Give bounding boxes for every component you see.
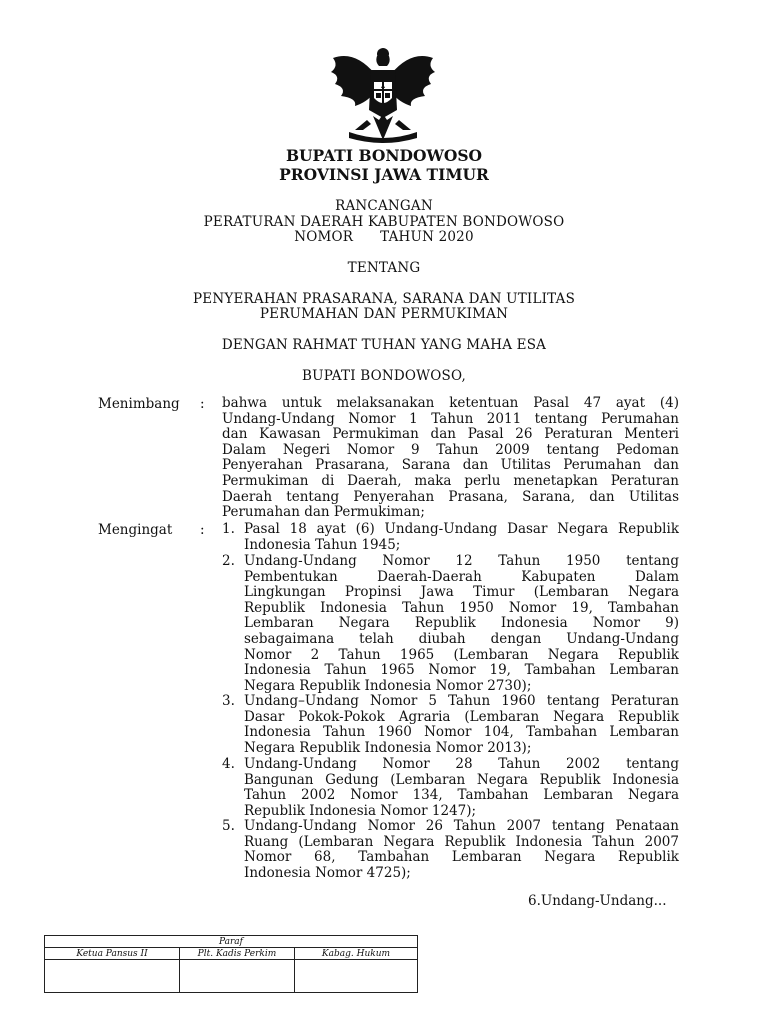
paraf-table — [44, 935, 418, 993]
text-line: Pasal 18 ayat (6) Undang-Undang Dasar Negara Republik — [244, 522, 679, 537]
text-line: Undang-Undang Nomor 12 Tahun 1950 tentang — [244, 554, 679, 569]
regent-heading: BUPATI BONDOWOSO — [285, 146, 483, 165]
text-line: Bangunan Gedung (Lembaran Negara Republik Indonesia — [244, 772, 679, 788]
about-label: TENTANG — [347, 260, 421, 276]
paraf-column-kabag-hukum: Kabag. Hukum — [295, 948, 418, 960]
text-line: sebagaimana telah diubah dengan Undang-Undang — [244, 631, 679, 647]
list-item-number: 3. — [222, 693, 235, 709]
text-line: Indonesia Nomor 4725); — [244, 865, 411, 881]
text-line: Negara Republik Indonesia Nomor 2730); — [244, 678, 532, 694]
menimbang-label: Menimbang — [98, 396, 180, 412]
garuda-pancasila-emblem-icon — [325, 44, 441, 146]
text-line: Republik Indonesia Tahun 1950 Nomor 19, Tambahan — [244, 600, 679, 616]
text-line: Ruang (Lembaran Negara Republik Indonesia Tahun 2007 — [244, 834, 679, 850]
text-line: Undang–Undang Nomor 5 Tahun 1960 tentang Peraturan — [244, 694, 679, 709]
list-item-number: 5. — [222, 818, 235, 834]
text-line: Undang-Undang Nomor 28 Tahun 2002 tentang — [244, 757, 679, 772]
page-continuation: 6.Undang-Undang... — [528, 893, 667, 909]
regulation-number: NOMOR TAHUN 2020 — [294, 229, 474, 245]
list-item-number: 2. — [222, 553, 235, 569]
text-line: Tahun 2002 Nomor 134, Tambahan Lembaran Negara — [244, 788, 679, 804]
blessing-text: DENGAN RAHMAT TUHAN YANG MAHA ESA — [221, 337, 547, 353]
text-line: Nomor 2 Tahun 1965 (Lembaran Negara Republik — [244, 647, 679, 663]
text-line: Lembaran Negara Republik Indonesia Nomor 9) — [244, 616, 679, 632]
province-heading: PROVINSI JAWA TIMUR — [279, 165, 489, 184]
text-line: Pembentukan Daerah-Daerah Kabupaten Dalam — [244, 569, 679, 585]
text-line: Dalam Negeri Nomor 9 Tahun 2009 tentang Pedoman — [222, 442, 679, 458]
text-line: Dasar Pokok-Pokok Agraria (Lembaran Negara Republik — [244, 709, 679, 725]
text-line: bahwa untuk melaksanakan ketentuan Pasal 47 ayat (4) — [222, 396, 679, 411]
paraf-signature-cell — [295, 960, 418, 993]
text-line: Daerah tentang Penyerahan Prasana, Sarana, dan Utilitas — [222, 489, 679, 505]
mengingat-label: Mengingat — [98, 522, 173, 538]
text-line: dan Kawasan Permukiman dan Pasal 26 Peraturan Menteri — [222, 427, 679, 443]
menimbang-colon: : — [200, 396, 205, 412]
paraf-heading: Paraf — [45, 936, 418, 948]
draft-label: RANCANGAN — [335, 198, 433, 214]
paraf-column-kadis-perkim: Plt. Kadis Perkim — [180, 948, 295, 960]
text-line: Indonesia Tahun 1960 Nomor 104, Tambahan Lembaran — [244, 725, 679, 741]
text-line: Republik Indonesia Nomor 1247); — [244, 803, 477, 819]
regulation-title: PERATURAN DAERAH KABUPATEN BONDOWOSO — [203, 214, 565, 230]
list-item-number: 4. — [222, 756, 235, 772]
text-line: Perumahan dan Permukiman; — [222, 505, 425, 521]
text-line: Undang-Undang Nomor 1 Tahun 2011 tentang Perumahan — [222, 411, 679, 427]
subject-line-1: PENYERAHAN PRASARANA, SARANA DAN UTILITAS — [192, 291, 576, 307]
text-line: Lingkungan Propinsi Jawa Timur (Lembaran Negara — [244, 585, 679, 601]
mengingat-colon: : — [200, 522, 205, 538]
text-line: Penyerahan Prasarana, Sarana dan Utilitas Perumahan dan — [222, 458, 679, 474]
text-line: Permukiman di Daerah, maka perlu menetapkan Peraturan — [222, 473, 679, 489]
text-line: Indonesia Tahun 1965 Nomor 19, Tambahan Lembaran — [244, 663, 679, 679]
regent-salutation: BUPATI BONDOWOSO, — [302, 368, 466, 384]
paraf-signature-cell — [45, 960, 180, 993]
menimbang-text — [222, 396, 679, 521]
text-line: Indonesia Tahun 1945; — [244, 537, 401, 553]
subject-line-2: PERUMAHAN DAN PERMUKIMAN — [259, 306, 509, 322]
list-item-number: 1. — [222, 521, 235, 537]
paraf-column-ketua-pansus: Ketua Pansus II — [45, 948, 180, 960]
text-line: Negara Republik Indonesia Nomor 2013); — [244, 740, 532, 756]
paraf-signature-cell — [180, 960, 295, 993]
text-line: Undang-Undang Nomor 26 Tahun 2007 tentang Penataan — [244, 819, 679, 834]
text-line: Nomor 68, Tambahan Lembaran Negara Republik — [244, 850, 679, 866]
